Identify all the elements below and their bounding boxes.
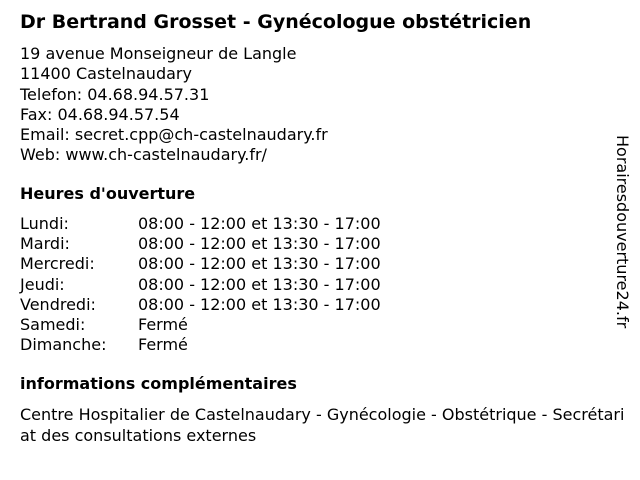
time-value: 08:00 - 12:00 et 13:30 - 17:00 [138,214,381,233]
time-value: 08:00 - 12:00 et 13:30 - 17:00 [138,294,381,314]
opening-hours-heading: Heures d'ouverture [20,184,196,203]
day-label: Mercredi: [20,254,95,274]
time-value: Fermé [138,314,188,334]
time-value: 08:00 - 12:00 et 13:30 - 17:00 [138,254,381,274]
page-title: Dr Bertrand Grosset - Gynécologue obstétricien [20,11,532,33]
phone-number: Telefon: 04.68.94.57.31 [20,84,210,104]
day-label: Dimanche: [20,335,107,355]
time-value: Fermé [138,335,188,355]
day-label: Vendredi: [20,294,96,314]
city-address: 11400 Castelnaudary [20,64,192,84]
fax-number: Fax: 04.68.94.57.54 [20,104,180,124]
address-block [20,44,328,166]
day-label: Jeudi: [20,274,65,294]
site-watermark: Horairesdouverture24.fr [613,135,632,329]
additional-info-heading: informations complémentaires [20,374,297,393]
time-value: 08:00 - 12:00 et 13:30 - 17:00 [138,234,381,254]
time-value: 08:00 - 12:00 et 13:30 - 17:00 [138,274,381,294]
additional-info-text: Centre Hospitalier de Castelnaudary - Gynécologie - Obstétrique - Secrétariat des consultations externes [20,405,625,445]
street-address: 19 avenue Monseigneur de Langle [20,44,297,63]
website: Web: www.ch-castelnaudary.fr/ [20,145,267,165]
day-label: Mardi: [20,234,70,254]
day-label: Lundi: [20,214,69,233]
day-label: Samedi: [20,314,86,334]
email-address: Email: secret.cpp@ch-castelnaudary.fr [20,125,328,145]
